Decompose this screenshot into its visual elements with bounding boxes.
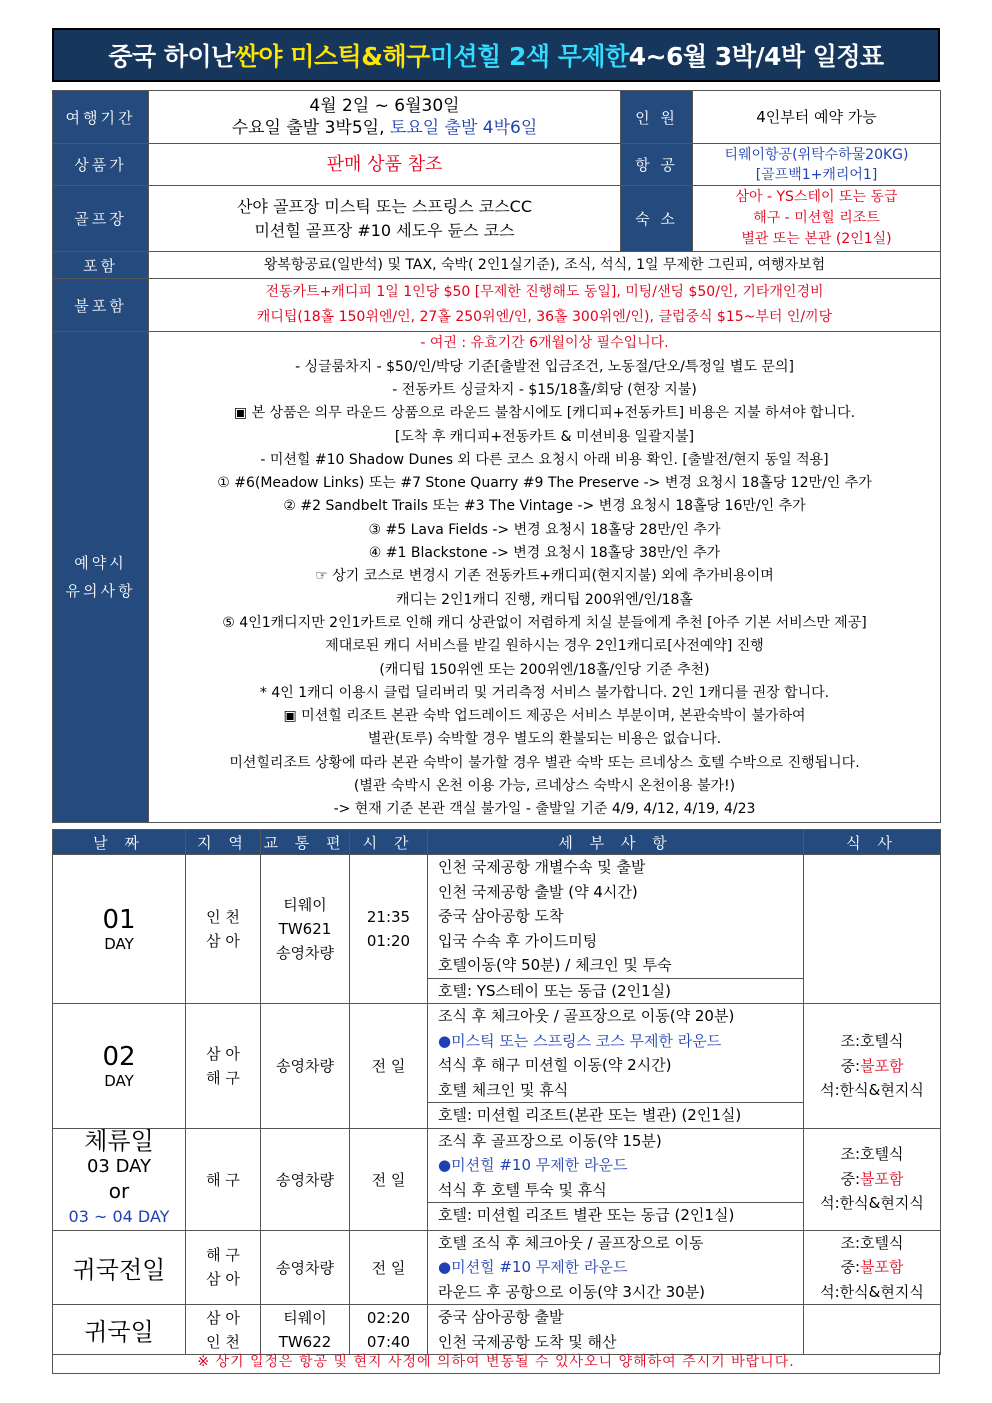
time: 전 일 bbox=[350, 1004, 428, 1129]
meals: 조:호텔식 중:불포함 석:한식&현지식 bbox=[804, 1004, 941, 1129]
note-item: ▣ 본 상품은 의무 라운드 상품으로 라운드 불참시에도 [캐디피+전동카트] 비용은 지불 하셔야 합니다. bbox=[233, 405, 856, 422]
header-region: 지 역 bbox=[186, 830, 261, 855]
notes-label: 예약시 유의사항 bbox=[53, 332, 149, 823]
header-time: 시 간 bbox=[350, 830, 428, 855]
period-line1: 4월 2일 ~ 6월30일 bbox=[309, 96, 460, 116]
title-part1: 중국 하이난 bbox=[108, 42, 235, 71]
details: 중국 삼아공항 출발 인천 국제공항 도착 및 해산 bbox=[428, 1305, 804, 1355]
info-table bbox=[52, 90, 941, 823]
schedule-row-day4 bbox=[53, 1230, 941, 1305]
note-item: ☞ 상기 코스로 변경시 기존 전동카트+캐디피(현지지불) 외에 추가비용이며 bbox=[315, 568, 774, 585]
note-item: - 미션힐 #10 Shadow Dunes 외 다른 코스 요청시 아래 비용 확인. [출발전/현지 동일 적용] bbox=[260, 451, 829, 468]
hotel-line: 호텔: 미션힐 리조트 별관 또는 동급 (2인1실) bbox=[428, 1202, 803, 1228]
time: 전 일 bbox=[350, 1128, 428, 1230]
page-title bbox=[52, 28, 940, 82]
notes-list bbox=[149, 332, 941, 823]
period-label: 여행기간 bbox=[53, 91, 149, 144]
note-item: ② #2 Sandbelt Trails 또는 #3 The Vintage -> 변경 요청시 18홀당 16만/인 추가 bbox=[283, 498, 806, 515]
hotel-label: 숙 소 bbox=[621, 186, 693, 252]
note-item: 미션힐리조트 상황에 따라 본관 숙박이 불가할 경우 별관 숙박 또는 르네상스 호텔 수박으로 진행됩니다. bbox=[229, 754, 860, 771]
include-value: 왕복항공료(일반석) 및 TAX, 숙박( 2인1실기준), 조식, 석식, 1일 무제한 그린피, 여행자보험 bbox=[149, 252, 941, 279]
hotel-value: 삼아 - YS스테이 또는 동급 해구 - 미션힐 리조트 별관 또는 본관 (2인1실) bbox=[693, 186, 941, 252]
exclude-value: 전동카트+캐디피 1일 1인당 $50 [무제한 진행해도 동일], 미팅/샌딩 $50/인, 기타개인경비 캐디팁(18홀 150위엔/인, 27홀 250위엔/인, 36홀 300위엔/인), 클럽중식 $15~부터 인/끼당 bbox=[149, 279, 941, 332]
air-label: 항 공 bbox=[621, 144, 693, 186]
air-value: 티웨이항공(위탁수하물20KG) [골프백1+캐리어1] bbox=[693, 144, 941, 186]
note-item: 캐디는 2인1캐디 진행, 캐디팁 200위엔/인/18홀 bbox=[396, 591, 693, 608]
schedule-table bbox=[52, 829, 941, 1355]
note-item: ⑤ 4인1캐디지만 2인1카트로 인해 캐디 상관없이 저렴하게 치실 분들에게 추천 [아주 기본 서비스만 제공] bbox=[222, 614, 867, 631]
header-date: 날 짜 bbox=[53, 830, 186, 855]
note-item: -> 현재 기준 본관 객실 불가일 - 출발일 기준 4/9, 4/12, 4/19, 4/23 bbox=[333, 801, 756, 818]
note-item: (별관 숙박시 온천 이용 가능, 르네상스 숙박시 온천이용 불가!) bbox=[353, 778, 736, 795]
time: 02:20 07:40 bbox=[350, 1305, 428, 1355]
transport: 티웨이 TW622 bbox=[261, 1305, 350, 1355]
exclude-label: 불포함 bbox=[53, 279, 149, 332]
header-details: 세 부 사 항 bbox=[428, 830, 804, 855]
details: 조식 후 체크아웃 / 골프장으로 이동(약 20분) ●미스틱 또는 스프링스 코스 무제한 라운드 석식 후 해구 미션힐 이동(약 2시간) 호텔 체크인 및 휴식 호텔: 미션힐 리조트(본관 또는 별관) (2인1실) bbox=[428, 1004, 804, 1129]
note-item: [도착 후 캐디피+전동카트 & 미션비용 일괄지불] bbox=[394, 428, 695, 445]
transport: 티웨이 TW621 송영차량 bbox=[261, 855, 350, 1004]
footer-notice: ※ 상기 일정은 항공 및 현지 사정에 의하여 변동될 수 있사오니 양해하여 주시기 바랍니다. bbox=[52, 1352, 940, 1374]
region: 삼 아 인 천 bbox=[186, 1305, 261, 1355]
details: 호텔 조식 후 체크아웃 / 골프장으로 이동 ●미션힐 #10 무제한 라운드 라운드 후 공항으로 이동(약 3시간 30분) bbox=[428, 1230, 804, 1305]
golf-label: 골프장 bbox=[53, 186, 149, 252]
transport: 송영차량 bbox=[261, 1128, 350, 1230]
region: 해 구 bbox=[186, 1128, 261, 1230]
people-label: 인 원 bbox=[621, 91, 693, 144]
price-value: 판매 상품 참조 bbox=[149, 144, 621, 186]
day-label: 귀국전일 bbox=[53, 1230, 186, 1305]
schedule-row-day2 bbox=[53, 1004, 941, 1129]
note-item: ▣ 미션힐 리조트 본관 숙박 업드레이드 제공은 서비스 부분이며, 본관숙박이 불가하여 bbox=[283, 708, 806, 725]
schedule-row-day1 bbox=[53, 855, 941, 1004]
people-value: 4인부터 예약 가능 bbox=[693, 91, 941, 144]
time: 21:35 01:20 bbox=[350, 855, 428, 1004]
transport: 송영차량 bbox=[261, 1230, 350, 1305]
day-label: 02 DAY bbox=[53, 1004, 186, 1129]
header-transport: 교 통 편 bbox=[261, 830, 350, 855]
region: 인 천 삼 아 bbox=[186, 855, 261, 1004]
note-item: ③ #5 Lava Fields -> 변경 요청시 18홀당 28만/인 추가 bbox=[368, 521, 721, 538]
day-label: 01 DAY bbox=[53, 855, 186, 1004]
hotel-line: 호텔: YS스테이 또는 동급 (2인1실) bbox=[428, 978, 803, 1004]
note-item: ① #6(Meadow Links) 또는 #7 Stone Quarry #9 The Preserve -> 변경 요청시 18홀당 12만/인 추가 bbox=[217, 475, 872, 492]
period-line2: 수요일 출발 3박5일, 토요일 출발 4박6일 bbox=[231, 118, 538, 138]
day-label: 체류일 03 DAY or 03 ~ 04 DAY bbox=[53, 1128, 186, 1230]
details: 인천 국제공항 개별수속 및 출발 인천 국제공항 출발 (약 4시간) 중국 삼아공항 도착 입국 수속 후 가이드미팅 호텔이동(약 50분) / 체크인 및 투숙 호텔: YS스테이 또는 동급 (2인1실) bbox=[428, 855, 804, 1004]
note-item: 별관(토루) 숙박할 경우 별도의 환불되는 비용은 없습니다. bbox=[367, 731, 722, 748]
price-label: 상품가 bbox=[53, 144, 149, 186]
hotel-line: 호텔: 미션힐 리조트(본관 또는 별관) (2인1실) bbox=[428, 1102, 803, 1128]
meals bbox=[804, 1305, 941, 1355]
schedule-row-day5 bbox=[53, 1305, 941, 1355]
note-item: - 여권 : 유효기간 6개월이상 필수입니다. bbox=[420, 335, 669, 352]
title-part4: 4~6월 3박/4박 일정표 bbox=[628, 42, 884, 71]
time: 전 일 bbox=[350, 1230, 428, 1305]
meals bbox=[804, 855, 941, 1004]
period-value bbox=[149, 91, 621, 144]
details: 조식 후 골프장으로 이동(약 15분) ●미션힐 #10 무제한 라운드 석식 후 호텔 투숙 및 휴식 호텔: 미션힐 리조트 별관 또는 동급 (2인1실) bbox=[428, 1128, 804, 1230]
meals: 조:호텔식 중:불포함 석:한식&현지식 bbox=[804, 1128, 941, 1230]
note-item: - 싱글룸차지 - $50/인/박당 기준[출발전 입금조건, 노동절/단오/특정일 별도 문의] bbox=[295, 358, 794, 375]
transport: 송영차량 bbox=[261, 1004, 350, 1129]
meals: 조:호텔식 중:불포함 석:한식&현지식 bbox=[804, 1230, 941, 1305]
title-part2: 싼야 미스틱&해구 bbox=[234, 42, 430, 71]
note-item: * 4인 1캐디 이용시 클럽 딜리버리 및 거리측정 서비스 불가합니다. 2인 1캐디를 권장 합니다. bbox=[259, 684, 830, 701]
note-item: ④ #1 Blackstone -> 변경 요청시 18홀당 38만/인 추가 bbox=[368, 545, 721, 562]
note-item: (캐디팁 150위엔 또는 200위엔/18홀/인당 기준 추천) bbox=[379, 661, 710, 678]
note-item: - 전동카트 싱글차지 - $15/18홀/회당 (현장 지불) bbox=[392, 381, 697, 398]
region: 삼 아 해 구 bbox=[186, 1004, 261, 1129]
region: 해 구 삼 아 bbox=[186, 1230, 261, 1305]
note-item: 제대로된 캐디 서비스를 받길 원하시는 경우 2인1캐디로[사전예약] 진행 bbox=[325, 638, 764, 655]
header-meals: 식 사 bbox=[804, 830, 941, 855]
day-label: 귀국일 bbox=[53, 1305, 186, 1355]
include-label: 포함 bbox=[53, 252, 149, 279]
golf-value: 산야 골프장 미스틱 또는 스프링스 코스CC 미션힐 골프장 #10 세도우 듄스 코스 bbox=[149, 186, 621, 252]
schedule-row-day3 bbox=[53, 1128, 941, 1230]
title-part3: 미션힐 2색 무제한 bbox=[429, 42, 629, 71]
